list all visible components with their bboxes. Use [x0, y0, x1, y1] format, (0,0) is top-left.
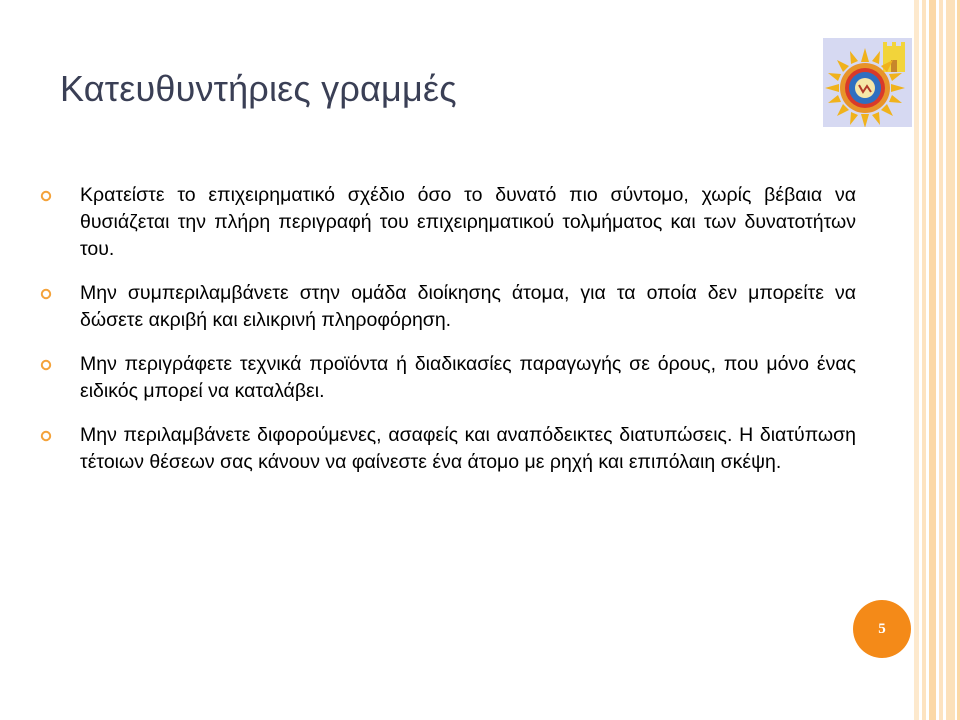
circle-outline-bullet-icon: [40, 359, 52, 371]
page-number-badge: [853, 600, 911, 658]
right-edge-stripes: [912, 0, 960, 720]
circle-outline-bullet-icon: [40, 430, 52, 442]
circle-outline-bullet-icon: [40, 190, 52, 202]
sun-emblem-logo-icon: [823, 38, 912, 127]
list-item: [40, 182, 856, 263]
bullet-list: [40, 182, 856, 493]
page-number: 5: [878, 620, 886, 637]
list-item: [40, 422, 856, 476]
circle-outline-bullet-icon: [40, 288, 52, 300]
slide-title: Κατευθυντήριες γραμμές: [60, 68, 457, 109]
list-item: [40, 280, 856, 334]
bullet-text: Μην περιλαμβάνετε διφορούμενες, ασαφείς και αναπόδεικτες διατυπώσεις. Η διατύπωση τέτοιων θέσεων σας κάνουν να φαίνεστε ένα άτομο με ρηχή και επιπόλαιη σκέψη.: [80, 424, 856, 473]
bullet-text: Μην περιγράφετε τεχνικά προϊόντα ή διαδικασίες παραγωγής σε όρους, που μόνο ένας ειδικός μπορεί να καταλάβει.: [80, 353, 856, 402]
list-item: [40, 351, 856, 405]
bullet-text: Μην συμπεριλαμβάνετε στην ομάδα διοίκησης άτομα, για τα οποία δεν μπορείτε να δώσετε ακριβή και ειλικρινή πληροφόρηση.: [80, 282, 856, 331]
bullet-text: Κρατείστε το επιχειρηματικό σχέδιο όσο το δυνατό πιο σύντομο, χωρίς βέβαια να θυσιάζεται την πλήρη περιγραφή του επιχειρηματικού τολμήματος και των δυνατοτήτων του.: [80, 184, 856, 260]
